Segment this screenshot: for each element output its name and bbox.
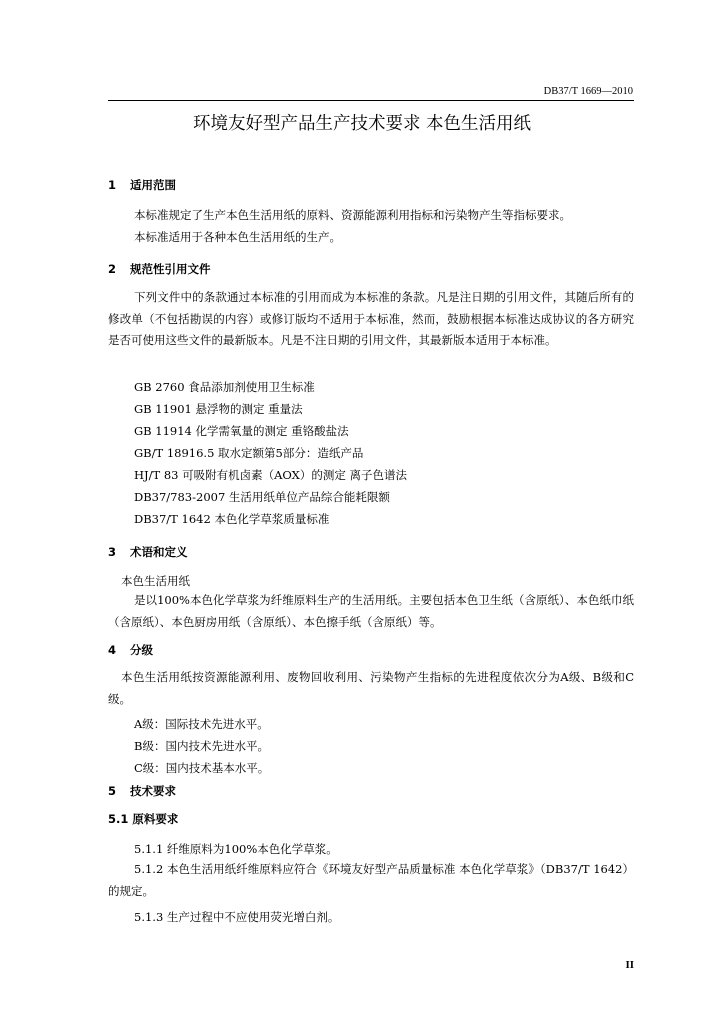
section-2-heading (108, 261, 211, 277)
subsection-number: 5.1 (108, 812, 129, 826)
section-title: 适用范围 (130, 178, 176, 192)
section-number: 1 (108, 178, 117, 192)
section-1-heading (108, 177, 176, 193)
section-number: 3 (108, 545, 117, 559)
header-rule (108, 100, 634, 101)
section-1-paragraph-2: 本标准适用于各种本色生活用纸的生产。 (134, 230, 341, 244)
reference-item: GB/T 18916.5 取水定额第5部分：造纸产品 (134, 446, 364, 460)
document-title: 环境友好型产品生产技术要求 本色生活用纸 (192, 114, 532, 134)
grade-item: C级：国内技术基本水平。 (134, 761, 270, 775)
section-4-heading (108, 642, 153, 658)
section-3-heading (108, 544, 188, 560)
section-2-intro: 下列文件中的条款通过本标准的引用而成为本标准的条款。凡是注日期的引用文件，其随后所有的修改单（不包括勘误的内容）或修订版均不适用于本标准，然而，鼓励根据本标准达成协议的各方研究是否可使用这些文件的最新版本。凡是不注日期的引用文件，其最新版本适用于本标准。 (108, 290, 634, 347)
grade-item: B级：国内技术先进水平。 (134, 739, 269, 753)
reference-item: DB37/T 1642 本色化学草浆质量标准 (134, 512, 330, 526)
requirement-item: 5.1.3 生产过程中不应使用荧光增白剂。 (134, 910, 340, 924)
section-title: 术语和定义 (130, 545, 188, 559)
section-title: 技术要求 (130, 784, 176, 798)
section-number: 2 (108, 262, 117, 276)
subsection-5-1-heading (108, 811, 178, 827)
section-number: 5 (108, 784, 117, 798)
section-title: 分级 (130, 643, 153, 657)
section-5-heading (108, 783, 176, 799)
reference-item: GB 11914 化学需氧量的测定 重铬酸盐法 (134, 424, 349, 438)
reference-item: GB 2760 食品添加剂使用卫生标准 (134, 380, 315, 394)
term-name: 本色生活用纸 (121, 574, 190, 588)
section-title: 规范性引用文件 (130, 262, 211, 276)
section-4-intro: 本色生活用纸按资源能源利用、废物回收利用、污染物产生指标的先进程度依次分为A级、B级和C级。 (108, 670, 634, 706)
section-number: 4 (108, 643, 117, 657)
grade-item: A级：国际技术先进水平。 (134, 717, 269, 731)
document-code: DB37/T 1669—2010 (543, 86, 633, 97)
requirement-item: 5.1.2 本色生活用纸纤维原料应符合《环境友好型产品质量标准 本色化学草浆》（DB37/T 1642）的规定。 (108, 862, 634, 898)
section-1-paragraph-1: 本标准规定了生产本色生活用纸的原料、资源能源利用指标和污染物产生等指标要求。 (134, 208, 571, 222)
term-definition: 是以100%本色化学草浆为纤维原料生产的生活用纸。主要包括本色卫生纸（含原纸）、本色纸巾纸（含原纸）、本色厨房用纸（含原纸）、本色擦手纸（含原纸）等。 (108, 593, 634, 629)
requirement-item: 5.1.1 纤维原料为100%本色化学草浆。 (134, 842, 338, 856)
subsection-title: 原料要求 (132, 812, 179, 826)
page-number: II (625, 959, 634, 971)
reference-item: HJ/T 83 可吸附有机卤素（AOX）的测定 离子色谱法 (134, 468, 407, 482)
reference-item: DB37/783-2007 生活用纸单位产品综合能耗限额 (134, 490, 390, 504)
reference-item: GB 11901 悬浮物的测定 重量法 (134, 402, 303, 416)
